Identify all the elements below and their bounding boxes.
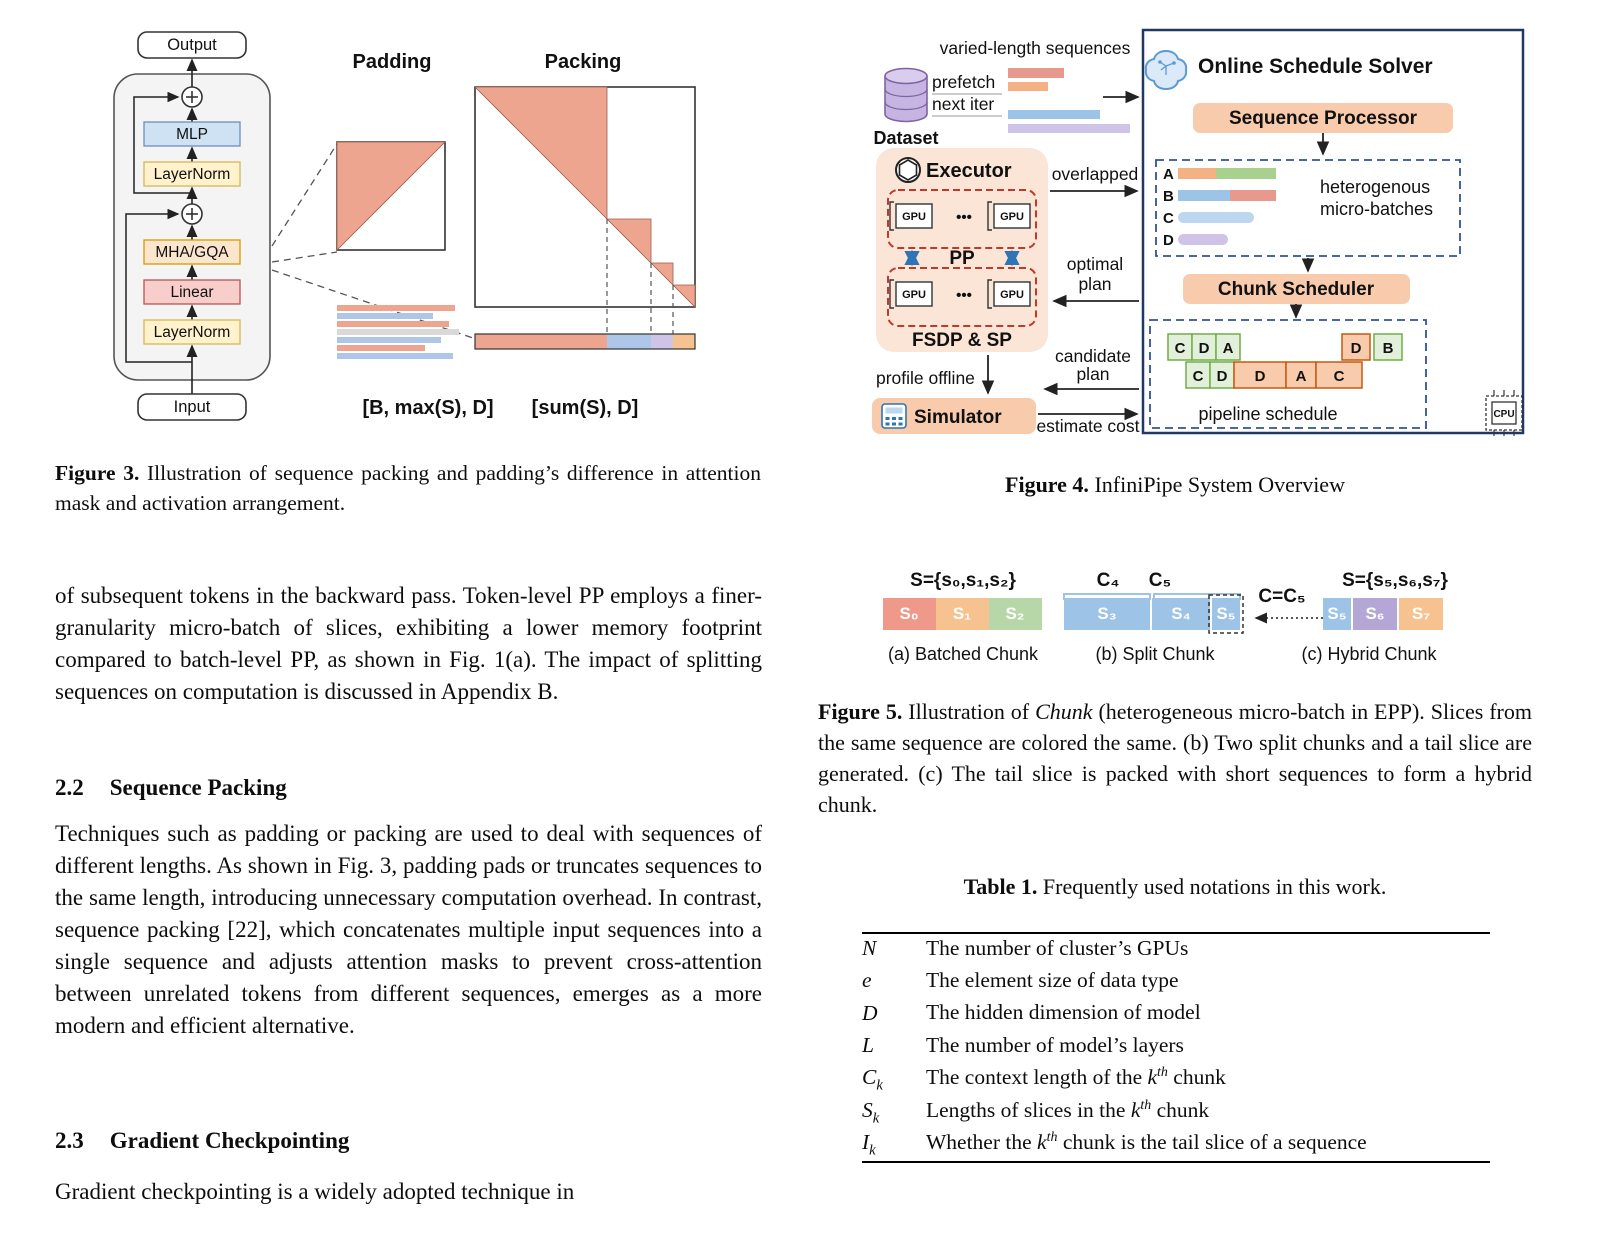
schedule-cell: A [1295, 368, 1307, 385]
figure3-caption-text: Illustration of sequence packing and padding’s difference in attention mask and activation arrangement. [55, 461, 761, 515]
next-iter-label: next iter [932, 94, 995, 114]
table1-caption-label: Table 1. [963, 874, 1038, 899]
fsdp-sp-label: FSDP & SP [912, 330, 1012, 351]
gpu-icon [890, 280, 932, 308]
table-row [862, 1096, 1490, 1128]
mha-label: MHA/GQA [155, 244, 229, 261]
paragraph: Techniques such as padding or packing are used to deal with sequences of different lengths. As shown in Fig. 3, padding pads or truncates sequences to the same length, introducing unnecessary computation overhead. In contrast, sequence packing [22], which concatenates multiple input sequences into a single sequence and adjusts attention masks to prevent cross-attention between unrelated tokens from different sequences, emerges as a more modern and efficient alternative. [55, 821, 762, 1038]
packing-dims-label: [sum(S), D] [531, 397, 639, 419]
hybrid-chunk [1256, 570, 1448, 664]
symbol: L [862, 1033, 874, 1058]
packing-title: Packing [544, 51, 622, 73]
padding-dims-label: [B, max(S), D] [362, 397, 494, 419]
overlapped-label: overlapped [1051, 164, 1139, 184]
hybrid-chunk-label: (c) Hybrid Chunk [1301, 644, 1437, 664]
sequence-bars [1008, 68, 1130, 133]
figure5-caption-italic: Chunk [1035, 699, 1093, 724]
notation-description: The element size of data type [926, 968, 1179, 993]
ellipsis: ••• [956, 209, 972, 226]
notation-description: The number of cluster’s GPUs [926, 935, 1189, 960]
sequence-processor-label: Sequence Processor [1229, 108, 1417, 129]
table-row [862, 1064, 1490, 1096]
candidate-plan-label-line2: plan [1076, 364, 1110, 384]
table-row [862, 1129, 1490, 1162]
table-row [862, 999, 1490, 1031]
output-node [138, 32, 246, 58]
figure5-diagram [868, 556, 1530, 681]
schedule-cell: C [1333, 368, 1345, 385]
activation-bars [337, 305, 459, 359]
c5-label: C₅ [1148, 570, 1172, 591]
simulator [872, 398, 1036, 434]
symbol: I [862, 1130, 870, 1155]
optimal-plan-label-line2: plan [1078, 274, 1112, 294]
add-icon [182, 87, 202, 107]
cpu-icon [1486, 390, 1522, 436]
packing-illustration [475, 51, 695, 419]
figure4-caption [818, 470, 1532, 500]
table-row [862, 1031, 1490, 1063]
section-heading-2-2 [55, 775, 287, 801]
output-label: Output [167, 36, 217, 54]
calculator-icon [882, 404, 906, 428]
simulator-label: Simulator [914, 407, 1002, 428]
candidate-plan-label-line1: candidate [1055, 346, 1131, 366]
figure5-caption-text: Illustration of [902, 699, 1036, 724]
gpu-label: GPU [1000, 211, 1024, 223]
layernorm-block [144, 162, 240, 186]
symbol: D [862, 1000, 878, 1025]
slice-label: S₁ [952, 604, 972, 623]
paragraph: of subsequent tokens in the backward pass. Token-level PP employs a finer-granularity micro-batch of slices, exhibiting a lower memory footprint compared to batch-level PP, as shown in Fig. 1(a). The impact of splitting sequences on computation is discussed in Appendix B. [55, 583, 762, 704]
section-number: 2.3 [55, 1128, 84, 1153]
pp-label: PP [949, 248, 975, 269]
mha-block [144, 240, 240, 264]
varied-length-label: varied-length sequences [939, 38, 1131, 58]
set-c-label: S={s₅,s₆,s₇} [1342, 570, 1448, 591]
set-a-label: S={s₀,s₁,s₂} [910, 570, 1016, 591]
notation-description: The context length of the $k^{th}$ chunk [926, 1065, 1226, 1090]
executor-box [876, 148, 1048, 352]
optimal-plan-label-line1: optimal [1066, 254, 1124, 274]
schedule-cell: B [1382, 340, 1394, 357]
symbol: C [862, 1065, 877, 1090]
notation-symbol [862, 999, 926, 1031]
schedule-cell: A [1222, 340, 1234, 357]
gpu-icon [988, 202, 1030, 230]
c4-label: C₄ [1096, 570, 1120, 591]
table-row [862, 933, 1490, 966]
heterogenous-label-line1: heterogenous [1320, 177, 1431, 197]
split-chunk [1064, 570, 1243, 664]
dataset-label: Dataset [873, 128, 939, 148]
slice-label: S₂ [1005, 604, 1025, 623]
slice-label: S₄ [1171, 604, 1191, 623]
figure4-caption-text: InfiniPipe System Overview [1088, 472, 1345, 497]
row-label-a: A [1163, 166, 1174, 183]
notation-table [862, 932, 1490, 1163]
ellipsis: ••• [956, 287, 972, 304]
symbol: S [862, 1097, 873, 1122]
notation-symbol [862, 1031, 926, 1063]
input-label: Input [173, 398, 211, 416]
section-number: 2.2 [55, 775, 84, 800]
slice-label: S₅ [1216, 604, 1236, 623]
gpu-label: GPU [902, 289, 926, 301]
table-row [862, 966, 1490, 998]
gpu-icon [988, 280, 1030, 308]
linear-label: Linear [170, 284, 214, 301]
schedule-row-2 [1186, 362, 1362, 388]
add-icon [182, 204, 202, 224]
table1-caption-text: Frequently used notations in this work. [1037, 874, 1387, 899]
gpu-label: GPU [1000, 289, 1024, 301]
slice-label: S₆ [1365, 604, 1385, 623]
slice-label: S₅ [1327, 604, 1347, 623]
figure4-caption-label: Figure 4. [1005, 472, 1089, 497]
chunk-scheduler-label: Chunk Scheduler [1217, 279, 1375, 300]
section-title: Gradient Checkpointing [109, 1128, 350, 1153]
symbol: e [862, 968, 872, 993]
layernorm-label: LayerNorm [153, 324, 231, 341]
figure5-caption-text: (heterogeneous micro-batch in EPP). Slices from the same sequence are colored the same. (b) Two split chunks and a tail slice are generated. (c) The tail slice is packed with short sequences to form a hybrid chunk. [818, 699, 1532, 817]
notation-description: The number of model’s layers [926, 1033, 1184, 1058]
notation-symbol [862, 1096, 926, 1128]
notation-symbol [862, 1129, 926, 1162]
row-label-c: C [1163, 210, 1174, 227]
figure3-diagram [50, 22, 760, 442]
batched-chunk-label: (a) Batched Chunk [887, 644, 1039, 664]
section-heading-2-3 [55, 1128, 349, 1154]
split-chunk-label: (b) Split Chunk [1095, 644, 1215, 664]
figure4-diagram [868, 18, 1538, 463]
mlp-block [144, 122, 240, 146]
table1-caption [818, 872, 1532, 902]
notation-description: The hidden dimension of model [926, 1000, 1201, 1025]
row-label-d: D [1163, 232, 1174, 249]
schedule-cell: D [1216, 368, 1228, 385]
schedule-cell: C [1174, 340, 1186, 357]
slice-label: S₇ [1411, 604, 1431, 623]
schedule-cell: D [1198, 340, 1210, 357]
row-label-b: B [1163, 188, 1174, 205]
schedule-cell: C [1192, 368, 1204, 385]
executor-label: Executor [926, 160, 1012, 182]
solver-title: Online Schedule Solver [1198, 55, 1433, 78]
cpu-label: CPU [1493, 409, 1515, 420]
symbol-subscript: k [869, 1142, 876, 1159]
c-eq-label: C=C₅ [1258, 586, 1306, 607]
transformer-block-diagram [114, 32, 270, 420]
input-node [138, 394, 246, 420]
notation-symbol [862, 933, 926, 966]
section-title: Sequence Packing [109, 775, 287, 800]
slice-label: S₀ [899, 604, 919, 623]
paragraph: Gradient checkpointing is a widely adopted technique in [55, 1179, 575, 1204]
sequence-processor [1193, 103, 1453, 133]
notation-symbol [862, 1064, 926, 1096]
linear-block [144, 280, 240, 304]
profile-offline-label: profile offline [876, 368, 975, 388]
figure5-caption [818, 696, 1532, 820]
figure3-caption-label: Figure 3. [55, 461, 140, 485]
notation-symbol [862, 966, 926, 998]
padding-illustration [337, 51, 494, 419]
figure5-caption-label: Figure 5. [818, 699, 903, 724]
packed-activation-bar [475, 334, 695, 349]
slice-label: S₃ [1097, 604, 1117, 623]
notation-description: Lengths of slices in the $k^{th}$ chunk [926, 1097, 1210, 1122]
estimate-cost-label: estimate cost [1036, 416, 1140, 436]
prefetch-label: prefetch [932, 72, 996, 92]
schedule-cell: D [1254, 368, 1266, 385]
symbol-subscript: k [876, 1077, 883, 1094]
symbol: N [862, 935, 877, 960]
pipeline-schedule-label: pipeline schedule [1198, 404, 1338, 424]
gpu-icon [890, 202, 932, 230]
database-icon [885, 69, 927, 122]
notation-description: Whether the $k^{th}$ chunk is the tail slice of a sequence [926, 1130, 1367, 1155]
chunk-scheduler [1183, 274, 1410, 304]
layernorm-label: LayerNorm [153, 166, 231, 183]
mlp-label: MLP [176, 126, 208, 143]
symbol-subscript: k [872, 1110, 880, 1127]
figure3-caption [55, 458, 761, 518]
layernorm-block [144, 320, 240, 344]
padding-title: Padding [352, 51, 432, 73]
batched-chunk [883, 570, 1042, 664]
heterogenous-label-line2: micro-batches [1320, 199, 1434, 219]
gpu-label: GPU [902, 211, 926, 223]
schedule-cell: D [1350, 340, 1362, 357]
openai-icon [896, 158, 920, 182]
